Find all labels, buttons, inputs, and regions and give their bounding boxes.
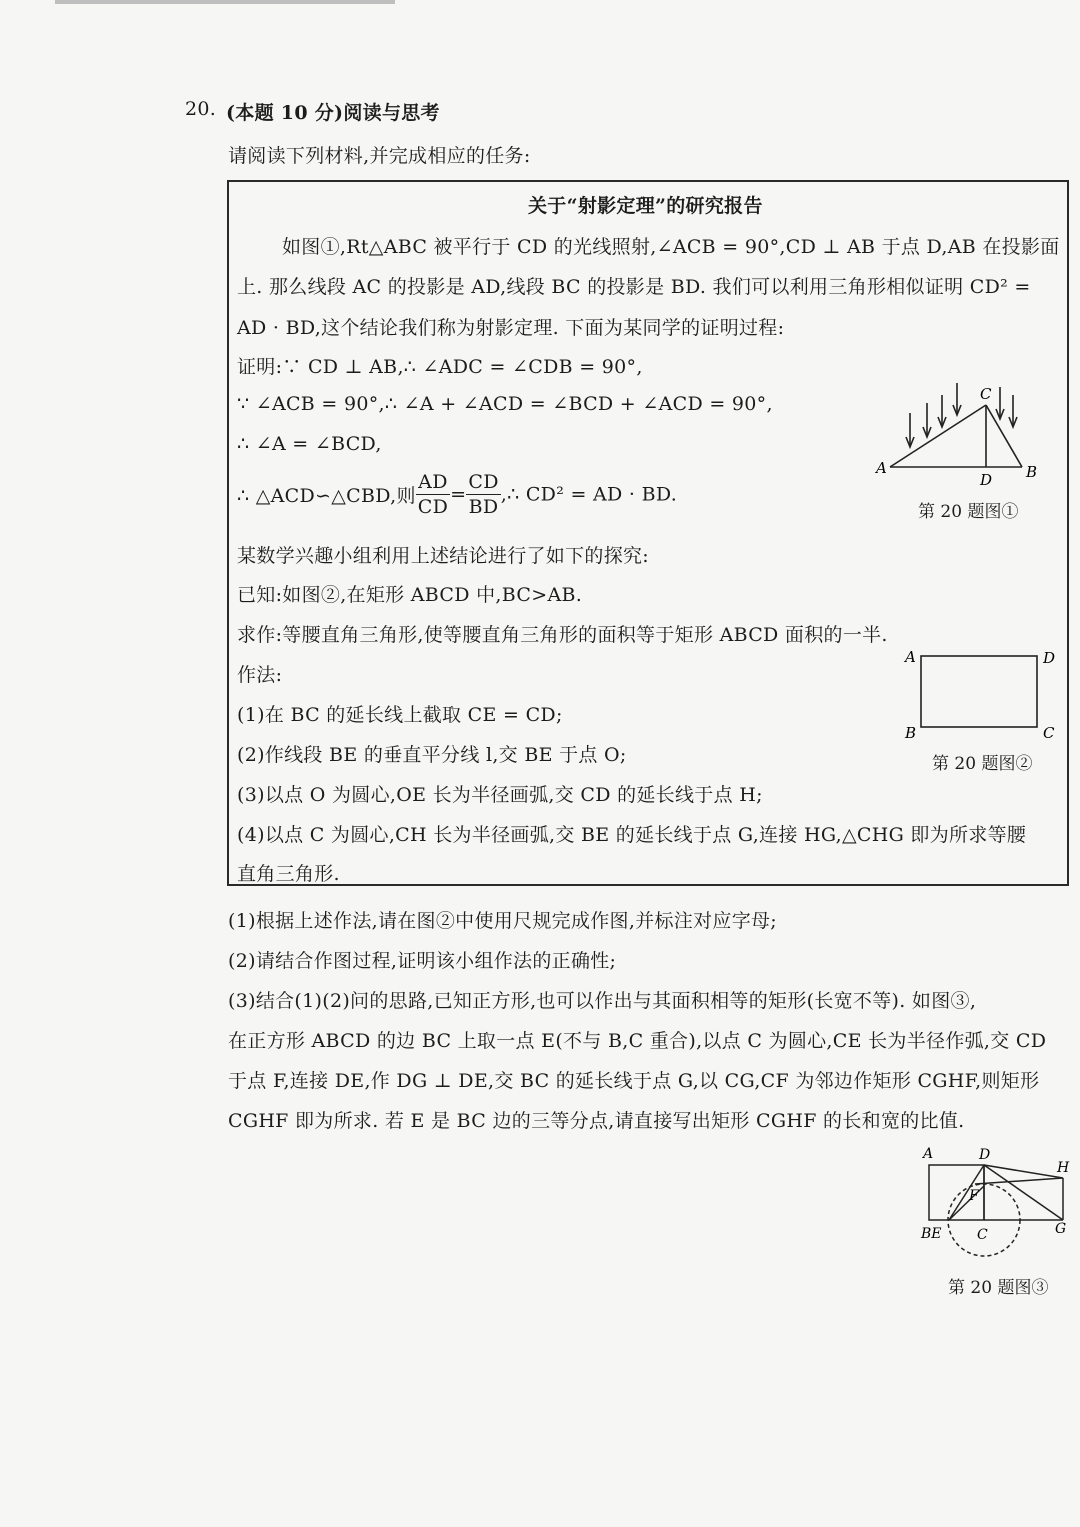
question-header: (本题 10 分)阅读与思考 <box>226 102 440 124</box>
known-line: 已知:如图②,在矩形 ABCD 中,BC>AB. <box>237 584 583 606</box>
box-paragraph-line2: 上. 那么线段 AC 的投影是 AD,线段 BC 的投影是 BD. 我们可以利用三角形相似证明 CD² = <box>237 276 1031 298</box>
question-number: 20. <box>185 98 217 120</box>
method-step4-continued: 直角三角形. <box>237 863 340 885</box>
figure-2-label-d: D <box>1043 649 1056 667</box>
fraction-ad-cd-denominator: CD <box>417 496 449 518</box>
fraction-cd-bd-numerator: CD <box>468 471 499 493</box>
figure-2-diagram <box>895 642 1065 742</box>
proof-line4 <box>237 470 677 519</box>
figure-1-label-c: C <box>980 385 992 403</box>
method-step2: (2)作线段 BE 的垂直平分线 l,交 BE 于点 O; <box>237 744 627 766</box>
figure-1-caption: 第 20 题图① <box>918 502 1019 522</box>
task-3-line4: CGHF 即为所求. 若 E 是 BC 边的三等分点,请直接写出矩形 CGHF 的长和宽的比值. <box>228 1110 965 1132</box>
fraction-ad-cd-numerator: AD <box>416 470 450 495</box>
proof-line4-suffix: ,∴ CD² = AD · BD. <box>500 483 678 506</box>
task-3-line3: 于点 F,连接 DE,作 DG ⊥ DE,交 BC 的延长线于点 G,以 CG,CF 为邻边作矩形 CGHF,则矩形 <box>228 1070 1040 1092</box>
top-scan-edge <box>55 0 395 4</box>
figure-2-caption: 第 20 题图② <box>932 754 1033 774</box>
figure-3-label-d: D <box>979 1147 991 1163</box>
figure-2-label-b: B <box>905 724 917 742</box>
figure-3-label-g: G <box>1055 1221 1067 1237</box>
task-line: 求作:等腰直角三角形,使等腰直角三角形的面积等于矩形 ABCD 面积的一半. <box>237 624 888 646</box>
task-3-line1: (3)结合(1)(2)问的思路,已知正方形,也可以作出与其面积相等的矩形(长宽不等). 如图③, <box>228 990 977 1012</box>
method-heading: 作法: <box>237 664 283 686</box>
question-intro: 请阅读下列材料,并完成相应的任务: <box>228 145 531 167</box>
method-step1: (1)在 BC 的延长线上截取 CE = CD; <box>237 704 563 726</box>
box-paragraph-line1: 如图①,Rt△ABC 被平行于 CD 的光线照射,∠ACB = 90°,CD ⊥ AB 于点 D,AB 在投影面 <box>282 236 1060 258</box>
figure-3-label-a: A <box>923 1146 934 1162</box>
figure-3-label-be: BE <box>921 1226 942 1242</box>
proof-line4-prefix: ∴ △ACD∽△CBD,则 <box>237 485 416 507</box>
method-step3: (3)以点 O 为圆心,OE 长为半径画弧,交 CD 的延长线于点 H; <box>237 784 763 806</box>
fraction-cd-bd-denominator: BD <box>468 496 499 518</box>
fraction-ad-cd <box>416 470 450 519</box>
task-3-line2: 在正方形 ABCD 的边 BC 上取一点 E(不与 B,C 重合),以点 C 为圆心,CE 长为半径作弧,交 CD <box>228 1030 1047 1052</box>
proof-line2: ∵ ∠ACB = 90°,∴ ∠A + ∠ACD = ∠BCD + ∠ACD = 90°, <box>237 393 773 415</box>
box-paragraph-line3: AD · BD,这个结论我们称为射影定理. 下面为某同学的证明过程: <box>237 317 785 339</box>
explore-line: 某数学兴趣小组利用上述结论进行了如下的探究: <box>237 545 650 567</box>
figure-2-label-a: A <box>905 648 916 666</box>
figure-1-label-d: D <box>980 471 993 489</box>
figure-1-label-a: A <box>876 459 887 477</box>
proof-line3: ∴ ∠A = ∠BCD, <box>237 433 382 455</box>
figure-3-label-f: F <box>969 1188 979 1204</box>
figure-1-diagram <box>870 375 1050 490</box>
figure-3-label-c: C <box>977 1227 988 1243</box>
method-step4: (4)以点 C 为圆心,CH 长为半径画弧,交 BE 的延长线于点 G,连接 HG,△CHG 即为所求等腰 <box>237 824 1027 846</box>
figure-2-label-c: C <box>1043 724 1055 742</box>
task-1: (1)根据上述作法,请在图②中使用尺规完成作图,并标注对应字母; <box>228 910 777 932</box>
box-title: 关于“射影定理”的研究报告 <box>528 195 763 217</box>
proof-line1: 证明:∵ CD ⊥ AB,∴ ∠ADC = ∠CDB = 90°, <box>237 356 643 378</box>
figure-3-label-h: H <box>1057 1160 1070 1176</box>
figure-3-diagram <box>915 1140 1080 1270</box>
figure-3-caption: 第 20 题图③ <box>948 1278 1049 1298</box>
task-2: (2)请结合作图过程,证明该小组作法的正确性; <box>228 950 617 972</box>
figure-1-label-b: B <box>1026 463 1038 481</box>
equals-sign: = <box>450 483 467 506</box>
fraction-cd-bd <box>466 470 500 519</box>
